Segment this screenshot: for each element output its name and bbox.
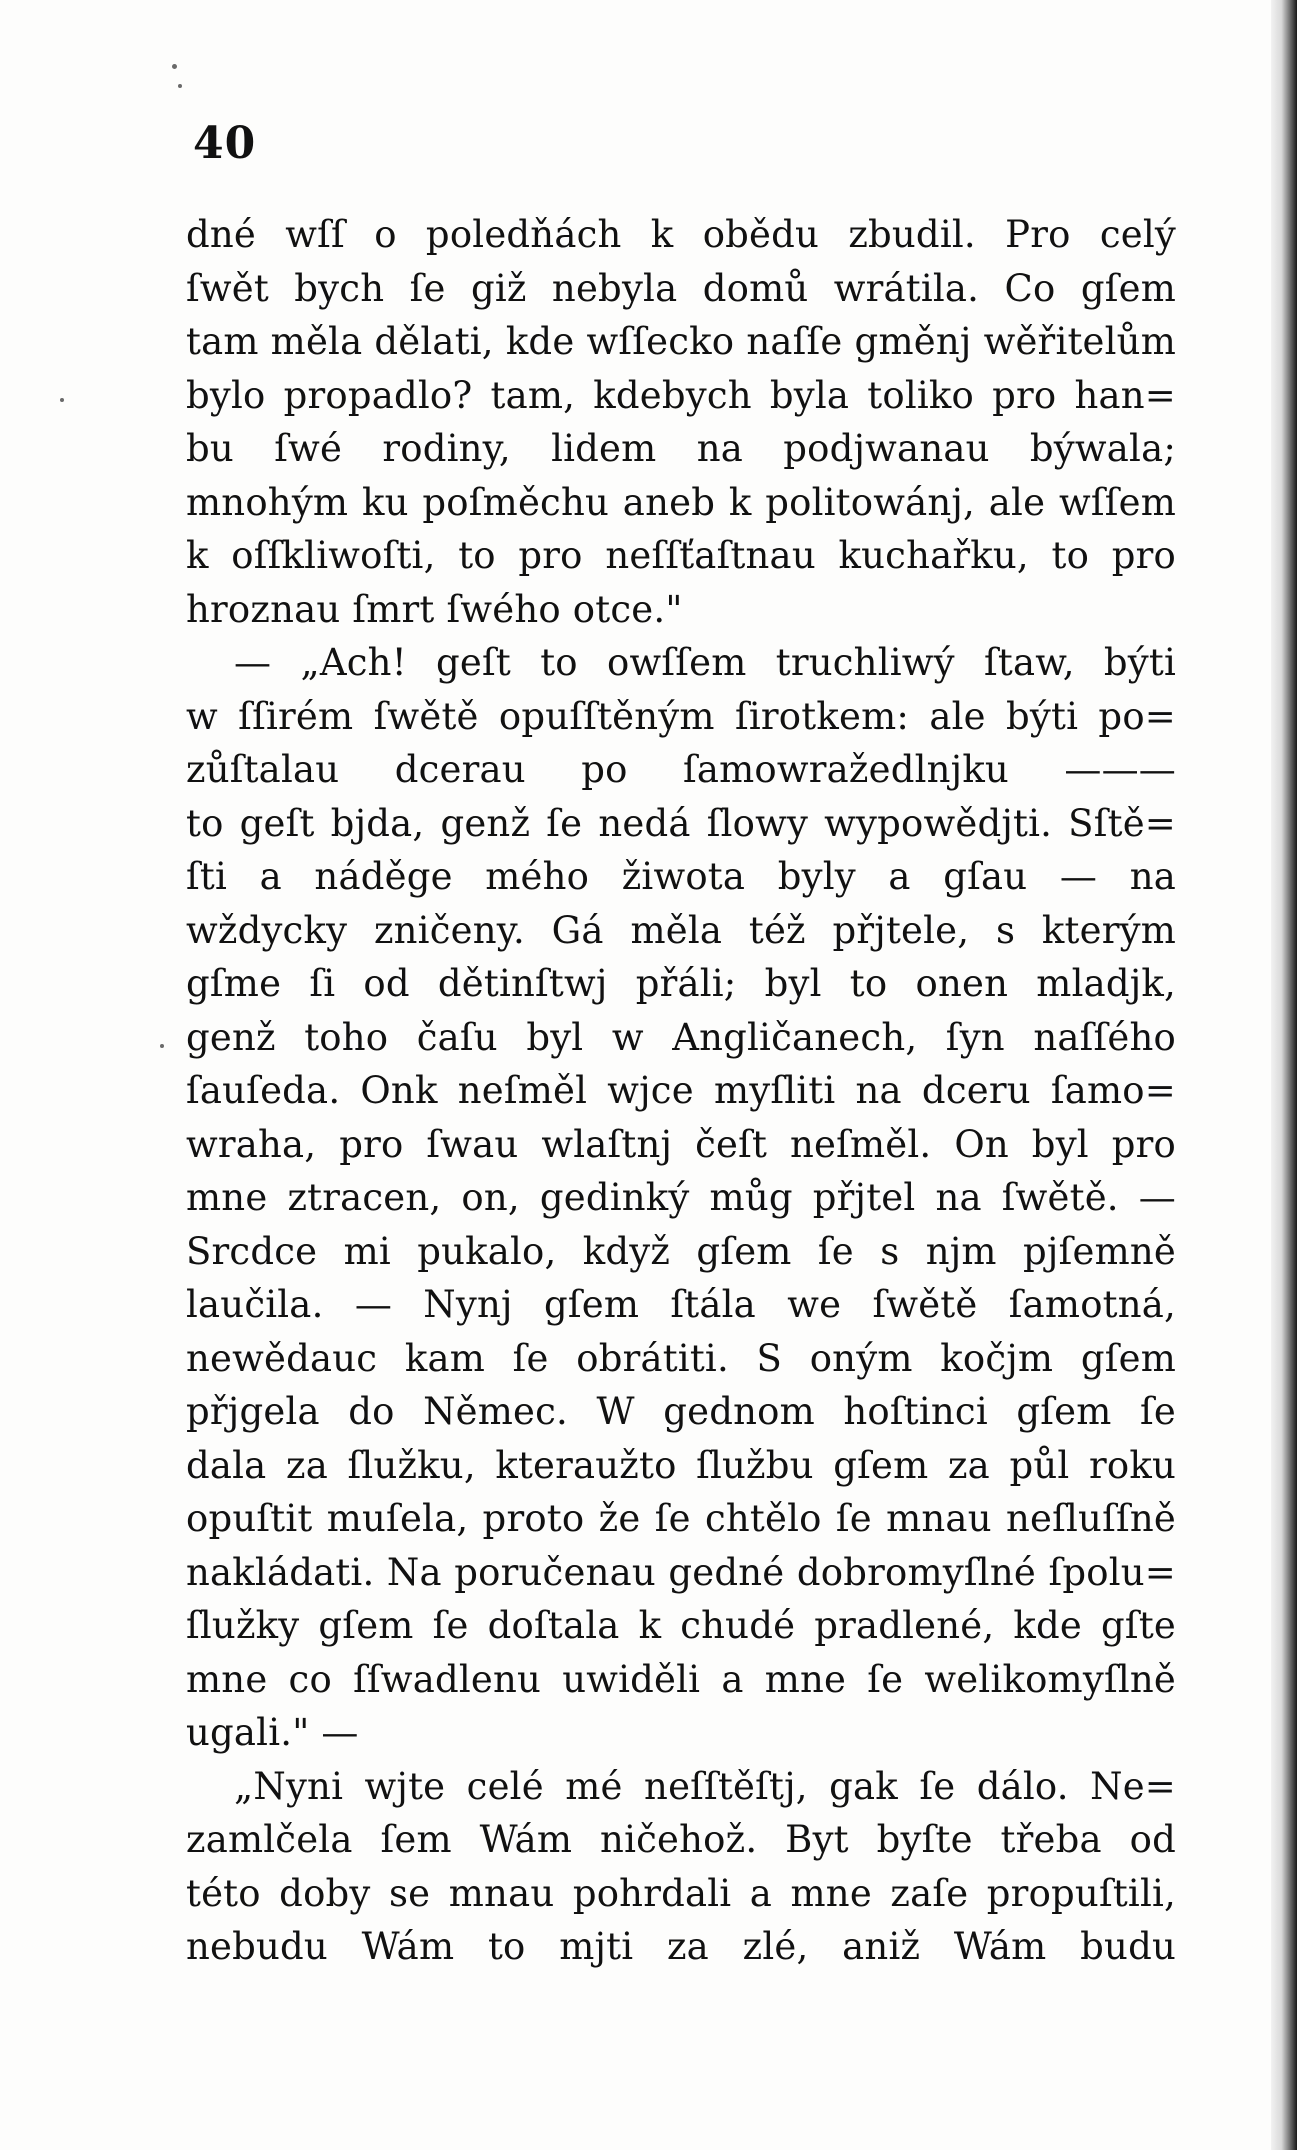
body-text xyxy=(186,208,1176,1974)
text-line: dné wſſ o poledňách k obědu zbudil. Pro celý xyxy=(186,213,1176,256)
text-line: zůſtalau dcerau po ſamowražedlnjku ——— xyxy=(186,748,1176,791)
text-line: mne ztracen, on, gedinký můg přjtel na ſwětě. — xyxy=(186,1176,1176,1219)
text-line: laučila. — Nynj gſem ſtála we ſwětě ſamotná, xyxy=(186,1283,1176,1326)
text-line: gſme ſi od dětinſtwj přáli; byl to onen mladjk, xyxy=(186,962,1176,1005)
text-line: této doby se mnau pohrdali a mne zaſe propuſtili, xyxy=(186,1871,1176,1915)
text-line: dala za ſlužku, kteraužto ſlužbu gſem za půl roku xyxy=(186,1443,1176,1487)
text-line: bu ſwé rodiny, lidem na podjwanau býwala; xyxy=(186,427,1176,470)
text-line: k oſſkliwoſti, to pro neſſťaſtnau kuchařku, to pro xyxy=(186,534,1176,577)
print-speck xyxy=(172,64,177,69)
text-line: ugali." — xyxy=(186,1711,359,1754)
text-line: genž toho čaſu byl w Angličanech, ſyn naſſého xyxy=(186,1015,1176,1059)
text-line: mne co ſſwadlenu uwiděli a mne ſe welikomyſlně xyxy=(186,1657,1176,1701)
text-line: wždycky zničeny. Gá měla též přjtele, s kterým xyxy=(186,908,1176,952)
text-line: nebudu Wám to mjti za zlé, aniž Wám budu xyxy=(186,1925,1176,1968)
text-line: hroznau ſmrt ſwého otce." xyxy=(186,587,683,631)
text-line: tam měla dělati, kde wſſecko naſſe gměnj wěřitelům xyxy=(186,320,1176,363)
print-speck xyxy=(60,398,64,402)
text-line: ſwět bych ſe giž nebyla domů wrátila. Co gſem xyxy=(186,266,1176,310)
page-number: 40 xyxy=(193,118,257,169)
text-line: „Nyni wjte celé mé neſſtěſtj, gak ſe dálo. Ne= xyxy=(234,1764,1176,1808)
text-line: bylo propadlo? tam, kdebych byla toliko pro han= xyxy=(186,373,1176,417)
text-line: — „Ach! geſt to owſſem truchliwý ſtaw, býti xyxy=(234,641,1176,684)
page-edge-shadow xyxy=(1271,0,1297,2150)
print-speck xyxy=(160,1044,164,1048)
text-line: opuſtit muſela, proto že ſe chtělo ſe mnau neſluſſně xyxy=(186,1497,1176,1540)
text-line: ſti a náděge mého žiwota byly a gſau — na xyxy=(186,855,1176,898)
print-speck xyxy=(178,84,182,88)
text-line: w ſſirém ſwětě opuſſtěným ſirotkem: ale býti po= xyxy=(186,694,1176,738)
text-line: ſlužky gſem ſe doſtala k chudé pradlené, kde gſte xyxy=(186,1604,1176,1647)
text-line: nakládati. Na poručenau gedné dobromyſlné ſpolu= xyxy=(186,1550,1176,1594)
text-line: to geſt bjda, genž ſe nedá ſlowy wypowědjti. Sſtě= xyxy=(186,801,1176,845)
text-line: ſauſeda. Onk neſměl wjce myſliti na dceru ſamo= xyxy=(186,1069,1176,1112)
text-line: Srcdce mi pukalo, když gſem ſe s njm pjſemně xyxy=(186,1229,1176,1273)
text-line: mnohým ku poſměchu aneb k politowánj, ale wſſem xyxy=(186,480,1176,524)
text-line: přjgela do Němec. W gednom hoſtinci gſem ſe xyxy=(186,1390,1176,1433)
text-line: wraha, pro ſwau wlaſtnj čeſt neſměl. On byl pro xyxy=(186,1122,1176,1166)
text-line: newědauc kam ſe obrátiti. S oným kočjm gſem xyxy=(186,1336,1176,1380)
text-line: zamlčela ſem Wám ničehož. Byt byſte třeba od xyxy=(186,1818,1176,1861)
